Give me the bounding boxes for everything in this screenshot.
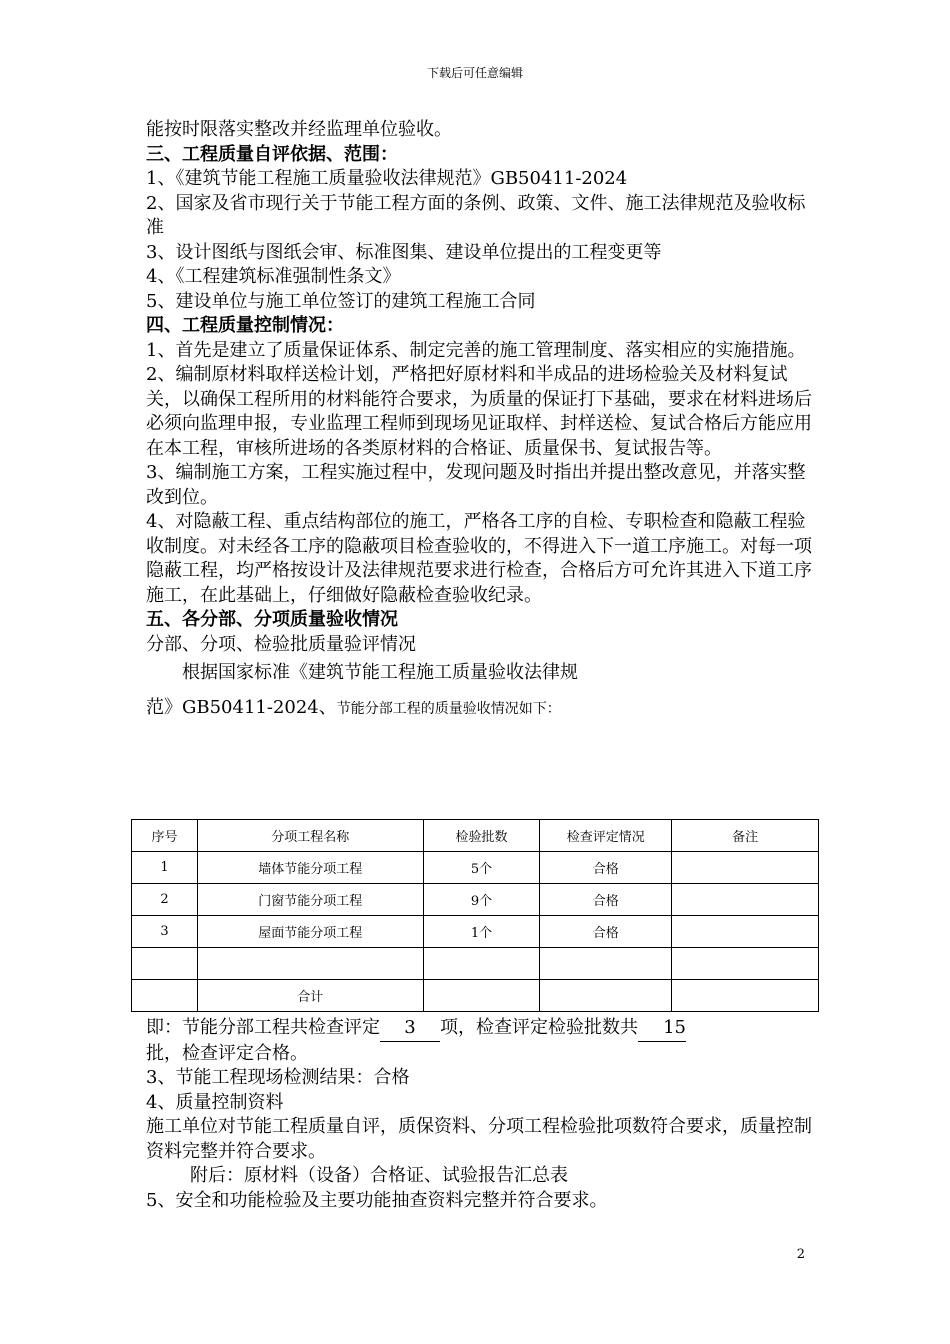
table-cell: 合格 [540,884,672,916]
total-label: 合计 [197,980,423,1012]
table-cell [672,884,819,916]
quality-table [131,819,819,1012]
page-header: 下载后可任意编辑 [426,66,523,80]
paragraph: 附后：原材料（设备）合格证、试验报告汇总表 [190,1165,568,1186]
table-row [132,916,819,948]
header-cell: 检验批数 [423,820,540,852]
table-cell: 屋面节能分项工程 [197,916,423,948]
table-cell [672,852,819,884]
standard-line-2b: 节能分部工程的质量验收情况如下： [336,700,561,717]
table-cell: 1 [132,852,198,884]
table-cell: 1个 [423,916,540,948]
section-heading: 四、工程质量控制情况： [146,315,344,336]
paragraph: 4、《工程建筑标准强制性条文》 [146,266,401,287]
standard-line-2 [146,696,816,722]
table-cell: 9个 [423,884,540,916]
table-cell: 墙体节能分项工程 [197,852,423,884]
table-cell: 门窗节能分项工程 [197,884,423,916]
summary-suffix: 批，检查评定合格。 [146,1042,308,1064]
summary-line: 即：节能分部工程共检查评定 3 项，检查评定检验批数共 15 [146,1016,816,1042]
section-heading: 五、各分部、分项质量验收情况 [146,609,398,630]
paragraph: 分部、分项、检验批质量验评情况 [146,633,416,655]
paragraph: 1、《建筑节能工程施工质量验收法律规范》GB50411-2024 [146,168,628,189]
table-cell: 5个 [423,852,540,884]
paragraph: 5、建设单位与施工单位签订的建筑工程施工合同 [146,290,536,312]
document-body [146,118,816,721]
paragraph: 施工单位对节能工程质量自评，质保资料、分项工程检验批项数符合要求，质量控制资料完整并符合要求。 [146,1116,812,1162]
paragraph: 1、首先是建立了质量保证体系、制定完善的施工管理制度、落实相应的实施措施。 [146,339,806,361]
header-cell: 分项工程名称 [197,820,423,852]
paragraph: 2、编制原材料取样送检计划，严格把好原材料和半成品的进场检验关及材料复试关，以确保工程所用的材料能符合要求，为质量的保证打下基础，要求在材料进场后必须向监理申报，专业监理工程师到现场见证取样、封样送检、复试合格后方能应用在本工程，审核所进场的各类原材料的合格证、质量保书、复试报告等。 [146,364,812,459]
table-cell [540,948,672,980]
table-row [132,852,819,884]
paragraph: 4、质量控制资料 [146,1091,284,1113]
paragraph: 3、编制施工方案，工程实施过程中，发现问题及时指出并提出整改意见，并落实整改到位。 [146,462,806,508]
table-cell [423,980,540,1012]
standard-line-2a: 范》GB50411-2024、 [146,696,337,718]
table-cell [132,980,198,1012]
batch-count: 15 [638,1016,686,1042]
paragraph: 2、国家及省市现行关于节能工程方面的条例、政策、文件、施工法律规范及验收标准 [146,192,806,238]
table-cell [423,948,540,980]
header-cell: 备注 [672,820,819,852]
paragraph: 能按时限落实整改并经监理单位验收。 [146,119,452,140]
paragraph: 4、对隐蔽工程、重点结构部位的施工，严格各工序的自检、专职检查和隐蔽工程验收制度。对未经各工序的隐蔽项目检查验收的，不得进入下一道工序施工。对每一项隐蔽工程，均严格按设计及法律规范要求进行检查，合格后方可允许其进入下道工序施工，在此基础上，仔细做好隐蔽检查验收纪录。 [146,511,812,606]
header-cell: 检查评定情况 [540,820,672,852]
table-cell [132,948,198,980]
table-cell [540,980,672,1012]
table-row [132,884,819,916]
section-heading: 三、工程质量自评依据、范围： [146,143,398,165]
document-body-continued [146,1016,816,1213]
table-cell: 合格 [540,916,672,948]
table-cell [672,980,819,1012]
table-cell: 合格 [540,852,672,884]
page-number: 2 [796,1247,805,1262]
table-cell [197,948,423,980]
header-cell: 序号 [132,820,198,852]
table-cell [672,916,819,948]
table-row [132,948,819,980]
paragraph: 5、安全和功能检验及主要功能抽查资料完整并符合要求。 [146,1189,608,1211]
table-total-row [132,980,819,1012]
table-header-row [132,820,819,852]
table-cell: 2 [132,884,198,916]
paragraph: 3、设计图纸与图纸会审、标准图集、建设单位提出的工程变更等 [146,241,662,263]
paragraph: 3、节能工程现场检测结果：合格 [146,1067,410,1088]
items-count: 3 [380,1016,440,1042]
table-cell [672,948,819,980]
table-cell: 3 [132,916,198,948]
standard-line-1: 根据国家标准《建筑节能工程施工质量验收法律规 [182,662,578,683]
